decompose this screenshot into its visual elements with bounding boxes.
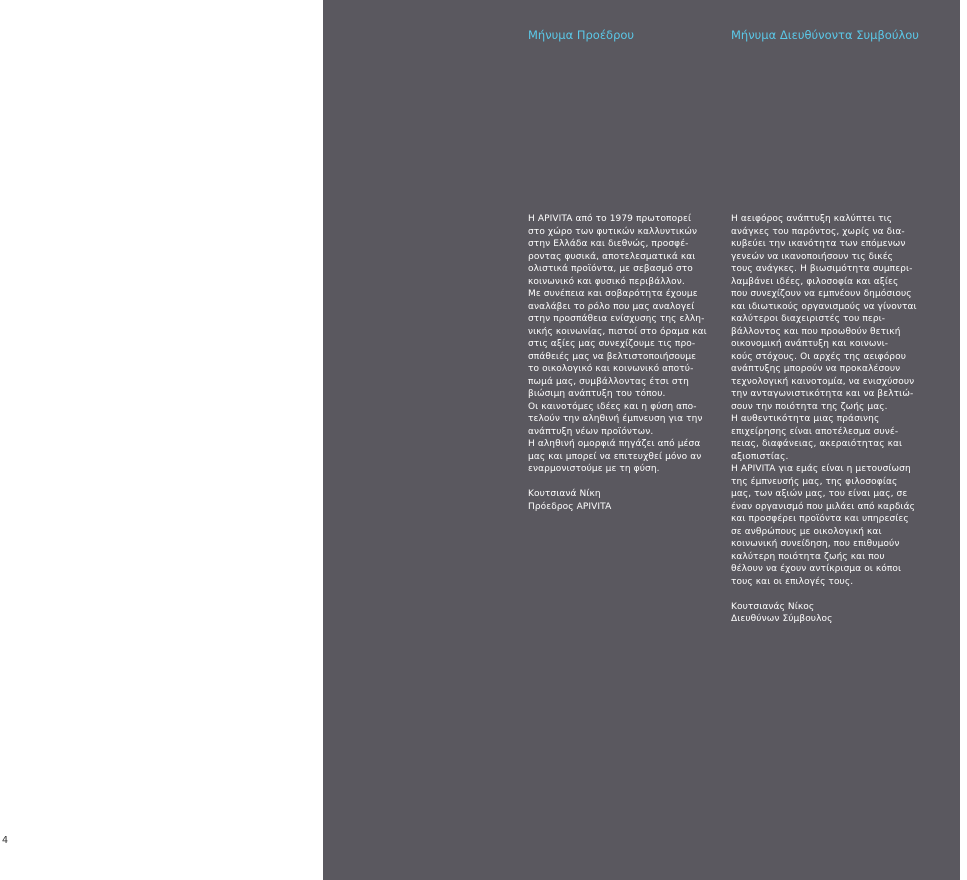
chairman-message-body-line: πωμά μας, συμβάλλοντας έτσι στη: [528, 376, 689, 387]
ceo-message-body-line: καλύτεροι διαχειριστές του περι-: [731, 314, 886, 324]
chairman-message-body-line: αναλάβει το ρόλο που μας αναλογεί: [528, 301, 695, 312]
ceo-message-body-line: και προσφέρει προϊόντα και υπηρεσίες: [731, 514, 909, 524]
ceo-message-body-line: έναν οργανισμό που μιλάει από καρδιάς: [731, 501, 915, 512]
ceo-message-heading: Μήνυμα Διευθύνοντα Συμβούλου: [731, 28, 919, 42]
ceo-signature-name: Κουτσιανάς Νίκος: [731, 601, 815, 612]
chairman-message-body-line: σπάθειές μας να βελτιστοποιήσουμε: [528, 351, 697, 362]
ceo-message-body-line: βάλλοντος και που προωθούν θετική: [731, 326, 901, 337]
ceo-message-body-line: ανάπτυξης μπορούν να προκαλέσουν: [731, 364, 901, 374]
ceo-message-body-line: κοινωνική συνείδηση, που επιθυμούν: [731, 539, 900, 549]
chairman-message-body-line: Η APIVITA από το 1979 πρωτοπορεί: [528, 214, 692, 224]
chairman-message-body-line: μας και μπορεί να επιτευχθεί μόνο αν: [528, 451, 702, 462]
ceo-signature: [731, 601, 921, 626]
chairman-message-body-line: κοινωνικό και φυσικό περιβάλλον.: [528, 276, 685, 287]
right-page: [323, 0, 967, 880]
ceo-signature-title: Διευθύνων Σύμβουλος: [731, 614, 833, 624]
chairman-signature-name: Κουτσιανά Νίκη: [528, 489, 601, 499]
chairman-message-body-line: ανάπτυξη νέων προϊόντων.: [528, 426, 654, 437]
chairman-message-body-line: ροντας φυσικά, αποτελεσματικά και: [528, 251, 696, 262]
ceo-message-body-line: καλύτερη ποιότητα ζωής και που: [731, 551, 885, 562]
ceo-message-body-line: της έμπνευσής μας, της φιλοσοφίας: [731, 476, 898, 487]
ceo-message-body-line: κούς στόχους. Οι αρχές της αειφόρου: [731, 351, 907, 362]
ceo-message-body-line: κυβεύει την ικανότητα των επόμενων: [731, 239, 906, 249]
chairman-message-body-line: εναρμονιστούμε με τη φύση.: [528, 464, 660, 474]
ceo-message-body-line: Η αυθεντικότητα μιας πράσινης: [731, 414, 880, 424]
chairman-message-body: [528, 213, 718, 476]
ceo-message-body-line: που συνεχίζουν να εμπνέουν δημόσιους: [731, 289, 912, 299]
ceo-message-body-line: πειας, διαφάνειας, ακεραιότητας και: [731, 439, 903, 449]
chairman-message-body-line: στις αξίες μας συνεχίζουμε τις προ-: [528, 339, 696, 349]
chairman-signature-title: Πρόεδρος APIVITA: [528, 501, 612, 512]
chairman-signature: [528, 488, 718, 513]
ceo-message-body-line: τους και οι επιλογές τους.: [731, 576, 854, 587]
ceo-message-body-line: μας, των αξιών μας, του είναι μας, σε: [731, 489, 908, 499]
chairman-message-column: [528, 213, 718, 513]
ceo-message-body-line: λαμβάνει ιδέες, φιλοσοφία και αξίες: [731, 276, 899, 287]
chairman-message-body-line: στην Ελλάδα και διεθνώς, προσφέ-: [528, 239, 689, 249]
ceo-message-body-line: σουν την ποιότητα της ζωής μας.: [731, 401, 888, 412]
ceo-message-body-line: αξιοπιστίας.: [731, 451, 789, 462]
chairman-message-body-line: νικής κοινωνίας, πιστοί στο όραμα και: [528, 326, 707, 337]
page-number-left: 4: [2, 835, 9, 846]
chairman-message-body-line: στο χώρο των φυτικών καλλυντικών: [528, 226, 698, 237]
ceo-message-body-line: τεχνολογική καινοτομία, να ενισχύσουν: [731, 376, 915, 387]
ceo-message-body-line: και ιδιωτικούς οργανισμούς να γίνονται: [731, 301, 917, 312]
chairman-message-body-line: Η αληθινή ομορφιά πηγάζει από μέσα: [528, 439, 701, 449]
ceo-message-body-line: γενεών να ικανοποιήσουν τις δικές: [731, 251, 894, 262]
left-page: [0, 0, 323, 880]
chairman-message-body-line: Με συνέπεια και σοβαρότητα έχουμε: [528, 289, 698, 299]
ceo-message-body-line: θέλουν να έχουν αντίκρισμα οι κόποι: [731, 564, 902, 574]
ceo-message-body-line: ανάγκες του παρόντος, χωρίς να δια-: [731, 226, 905, 237]
chairman-message-body-line: τελούν την αληθινή έμπνευση για την: [528, 414, 703, 424]
ceo-message-body-line: Η APIVITA για εμάς είναι η μετουσίωση: [731, 464, 911, 474]
chairman-message-body-line: βιώσιμη ανάπτυξη του τόπου.: [528, 389, 666, 399]
ceo-message-body-line: τους ανάγκες. Η βιωσιμότητα συμπερι-: [731, 264, 913, 274]
chairman-message-body-line: ολιστικά προϊόντα, με σεβασμό στο: [528, 264, 693, 274]
chairman-message-body-line: στην προσπάθεια ενίσχυσης της ελλη-: [528, 314, 705, 324]
ceo-message-column: [731, 213, 921, 626]
ceo-message-body-line: επιχείρησης είναι αποτέλεσμα συνέ-: [731, 426, 899, 437]
ceo-message-body-line: Η αειφόρος ανάπτυξη καλύπτει τις: [731, 214, 893, 224]
chairman-message-body-line: το οικολογικό και κοινωνικό αποτύ-: [528, 364, 694, 374]
ceo-message-body-line: οικονομική ανάπτυξη και κοινωνι-: [731, 339, 889, 349]
chairman-message-body-line: Οι καινοτόμες ιδέες και η φύση απο-: [528, 401, 697, 412]
ceo-message-body: [731, 213, 921, 588]
chairman-message-heading: Μήνυμα Προέδρου: [528, 28, 635, 42]
ceo-message-body-line: σε ανθρώπους με οικολογική και: [731, 526, 882, 537]
page-number-right: 5: [961, 835, 967, 846]
ceo-message-body-line: την ανταγωνιστικότητα και να βελτιώ-: [731, 389, 914, 399]
